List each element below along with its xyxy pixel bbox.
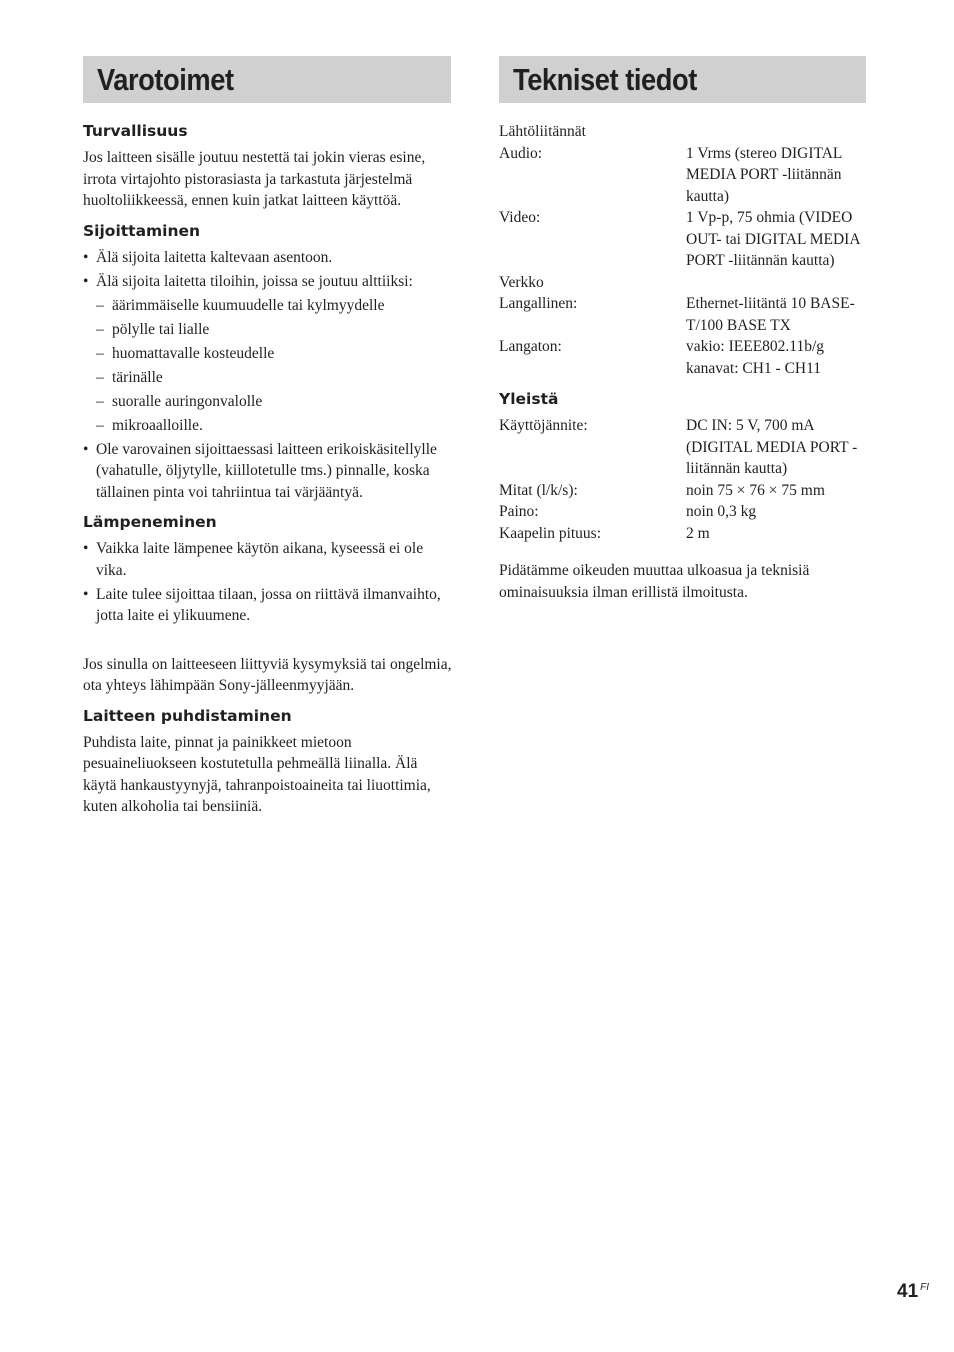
- spec-row-dimensions: [499, 480, 870, 502]
- spec-label: Mitat (l/k/s):: [499, 481, 578, 499]
- wireless-standard: vakio: IEEE802.11b/g: [686, 338, 825, 355]
- placement-list: [83, 247, 453, 504]
- left-column: [83, 56, 453, 827]
- section-cleaning: [83, 706, 453, 818]
- spec-row-cable: [499, 523, 870, 545]
- spec-row-wireless: [499, 336, 870, 379]
- wireless-channels: kanavat: CH1 - CH11: [686, 359, 822, 377]
- spec-value: 2 m: [686, 524, 710, 542]
- page-title-specifications: Tekniset tiedot: [513, 62, 697, 97]
- spec-row-wired: [499, 293, 870, 336]
- title-bar-precautions: [83, 56, 451, 103]
- heating-list: [83, 538, 453, 627]
- spec-row-audio: [499, 143, 870, 208]
- section-outputs: [499, 121, 870, 379]
- spec-value: Ethernet-liitäntä 10 BASE-T/100 BASE TX: [686, 295, 855, 334]
- list-item: • Vaikka laite lämpenee käytön aikana, kyseessä ei ole vika.: [83, 538, 453, 581]
- sub-list-item: – pölylle tai lialle: [83, 319, 453, 341]
- cleaning-heading: Laitteen puhdistaminen: [83, 706, 292, 725]
- spec-value: [686, 336, 870, 379]
- spec-row-voltage: [499, 415, 870, 480]
- spec-value: noin 75 × 76 × 75 mm: [686, 481, 825, 499]
- network-heading: Verkko: [499, 273, 544, 291]
- right-column: [499, 56, 870, 603]
- list-item: • Ole varovainen sijoittaessasi laitteen erikoiskäsitellylle (vahatulle, öljytylle, kiillotetulle tms.) pinnalle, koska tällainen pinta voi tahriintua tai värjääntyä.: [83, 439, 453, 504]
- spec-label: Langaton:: [499, 338, 562, 355]
- cleaning-text: Puhdista laite, pinnat ja painikkeet mietoon pesuaineliuokseen kostutetulla pehmeällä liinalla. Älä käytä hankaustyynyjä, tahranpoistoaineita tai liuottimia, kuten alkoholia tai bensiiniä.: [83, 733, 431, 815]
- spec-label: Käyttöjännite:: [499, 417, 588, 434]
- spec-label: Paino:: [499, 503, 539, 520]
- spec-label: Langallinen:: [499, 295, 578, 312]
- page-number-value: 41: [897, 1281, 919, 1302]
- spec-label: Kaapelin pituus:: [499, 524, 602, 542]
- placement-heading: Sijoittaminen: [83, 221, 201, 240]
- sub-list-item: – mikroaalloille.: [83, 415, 453, 437]
- spec-row-weight: [499, 501, 870, 523]
- disclaimer-text: Pidätämme oikeuden muuttaa ulkoasua ja teknisiä ominaisuuksia ilman erillistä ilmoitusta.: [499, 562, 810, 601]
- page-language: FI: [920, 1281, 930, 1293]
- section-heating: [83, 512, 453, 627]
- outputs-heading: Lähtöliitännät: [499, 123, 586, 140]
- general-heading: Yleistä: [499, 390, 559, 408]
- sub-list-item: – suoralle auringonvalolle: [83, 391, 453, 413]
- spec-label: Audio:: [499, 144, 543, 162]
- spec-row-video: [499, 207, 870, 272]
- page-number: [897, 1281, 929, 1303]
- contact-text: Jos sinulla on laitteeseen liittyviä kysymyksiä tai ongelmia, ota yhteys lähimpään Sony-jälleenmyyjään.: [83, 655, 452, 694]
- spec-label: Video:: [499, 209, 541, 226]
- section-general: [499, 389, 870, 544]
- spec-value: noin 0,3 kg: [686, 503, 757, 520]
- page-title-precautions: Varotoimet: [97, 62, 234, 97]
- spec-value: 1 Vrms (stereo DIGITAL MEDIA PORT -liitännän kautta): [686, 144, 842, 205]
- list-item: • Älä sijoita laitetta tiloihin, joissa se joutuu alttiiksi:: [83, 271, 453, 293]
- sub-list-item: – tärinälle: [83, 367, 453, 389]
- section-contact: [83, 654, 453, 697]
- list-item: • Älä sijoita laitetta kaltevaan asentoon.: [83, 247, 453, 269]
- safety-heading: Turvallisuus: [83, 122, 188, 140]
- list-item: • Laite tulee sijoittaa tilaan, jossa on riittävä ilmanvaihto, jotta laite ei ylikuumene.: [83, 584, 453, 627]
- sub-list-item: – huomattavalle kosteudelle: [83, 343, 453, 365]
- spec-value: 1 Vp-p, 75 ohmia (VIDEO OUT- tai DIGITAL MEDIA PORT -liitännän kautta): [686, 209, 860, 269]
- sub-list-item: – äärimmäiselle kuumuudelle tai kylmyydelle: [83, 295, 453, 317]
- heating-heading: Lämpeneminen: [83, 513, 217, 531]
- section-placement: [83, 221, 453, 504]
- spec-value: DC IN: 5 V, 700 mA (DIGITAL MEDIA PORT -liitännän kautta): [686, 417, 858, 477]
- safety-text: Jos laitteen sisälle joutuu nestettä tai jokin vieras esine, irrota virtajohto pistorasiasta ja tarkastuta järjestelmä huoltoliikkeessä, ennen kuin jatkat laitteen käyttöä.: [83, 149, 426, 209]
- title-bar-specifications: [499, 56, 866, 103]
- section-safety: [83, 121, 453, 212]
